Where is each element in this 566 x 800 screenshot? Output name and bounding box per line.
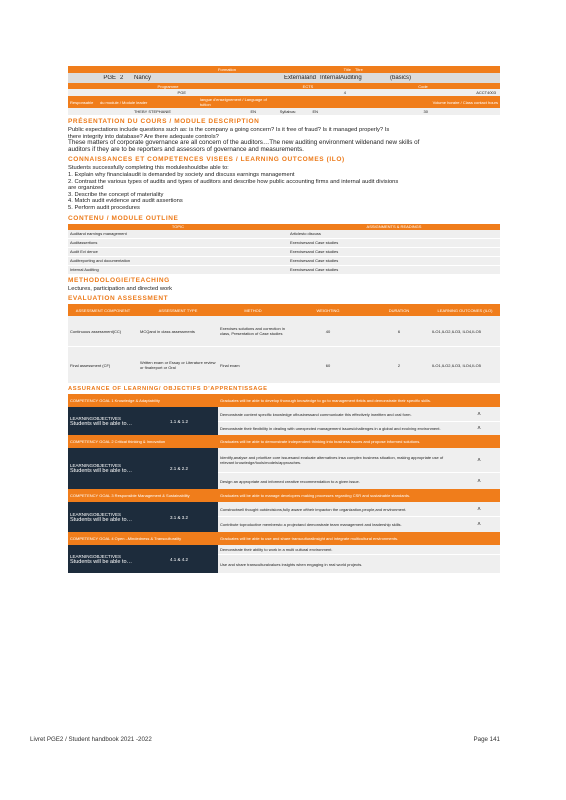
outline-heading: CONTENU / MODULE OUTLINE (68, 214, 179, 222)
evaluation-heading: EVALUATION ASSESSMENT (68, 295, 169, 303)
eval-outcomes: ILO1,ILO2,ILO3, ILO4,ILO5 (432, 362, 481, 368)
outcome-line: 4. Match audit evidence and audit assertions (68, 198, 183, 205)
language-value-2: EN (312, 109, 318, 114)
hours-value: 30 (423, 109, 428, 114)
objective-check: X (477, 506, 481, 512)
eval-weighting: 40 (325, 328, 331, 334)
presentation-line: auditors if they are to be reporters and assessors of governance and measurements. (68, 145, 304, 153)
objective-numbers: 4.1 & 4.2 (170, 556, 189, 562)
outline-assignment: Exercisesand Case studies (290, 258, 339, 264)
eval-method: Final exam (220, 362, 240, 368)
header-row-6 (68, 108, 500, 115)
assignments-column-header: ASSIGNMENTS & READINGS (366, 224, 422, 230)
eval-weighting: 60 (325, 362, 331, 368)
outline-assignment: Exercisesand Case studies (290, 249, 339, 255)
objective-text: Demonstrate their ability to work in a multi cultural environment. (220, 547, 333, 553)
outline-topic: Auditreporting and documentation (70, 258, 131, 264)
eval-method: Exercises solutions and correction in class, Presentation of Case studies (220, 326, 285, 337)
table-row (68, 248, 500, 257)
goal-description: Graduates will be able to manage developers making processes regarding CSR and sustainable standards. (220, 493, 411, 499)
methodology-heading: METHODOLOGIE/TEACHING (68, 276, 170, 284)
goal-description: Graduates will be able to demonstrate independent thinking into business issues and propose informed solutions. (220, 439, 421, 445)
topic-column-header: TOPIC (171, 224, 185, 230)
objective-text: Use and share transculturalvalues insights when engaging in real world projects. (220, 561, 363, 567)
outline-topic: Auditassertions (70, 240, 98, 246)
presentation-line: These matters of corporate governance are all concern of the auditors…The new auditing environment wildenand new skills of (68, 139, 420, 147)
outcome-line: are organized (68, 185, 104, 192)
objective-check: X (477, 411, 481, 417)
objectives-label: LEARNINGOBJECTIVES (70, 463, 122, 469)
syllabus-label: Syllabus: (279, 109, 296, 114)
outcomes-text (68, 165, 500, 211)
table-row (68, 266, 500, 274)
formation-label: Formation (217, 67, 236, 72)
eval-component: Final assessment (CF) (70, 362, 111, 368)
component-column-header: ASSESSMENT COMPONENT (75, 307, 131, 313)
objective-numbers: 3.1 & 3.2 (170, 514, 189, 520)
objectives-cell (68, 448, 218, 489)
objectives-label: LEARNINGOBJECTIVES (70, 511, 122, 517)
outcome-line: 5. Perform audit procedures (68, 204, 140, 211)
footer-page-number: Page 141 (473, 736, 500, 743)
goal-title: COMPETENCY GOAL 4 Open –Mindedness & Transculturality (70, 536, 182, 542)
duration-column-header: DURATION (388, 307, 410, 313)
table-row (68, 347, 500, 383)
goal-row (68, 532, 500, 545)
outline-assignment: Articlesto discuss (290, 231, 321, 237)
presentation-line: Public expectations include questions such as: is the company a going concern? Is it free of fraud? Is it managed properly? Is (68, 127, 390, 133)
programme-label: Programme (157, 83, 179, 89)
list-item (218, 448, 500, 473)
list-item (218, 517, 500, 532)
assurance-goal-4 (68, 532, 500, 573)
outcomes-heading: CONNAISSANCES ET COMPETENCES VISEES / LEARNING OUTCOMES (ILO) (68, 156, 345, 164)
presentation-text (68, 127, 500, 153)
outcome-line: 3. Describe the concept of materiality (68, 191, 164, 198)
outline-topic: Audit Evi dence (70, 249, 98, 255)
outline-assignment: Exercisesand Case studies (290, 240, 339, 246)
course-title-a: Externaland (283, 74, 316, 81)
eval-duration: 6 (397, 328, 401, 334)
programme-value: PGE (177, 90, 186, 95)
objectives-row (68, 502, 500, 532)
goal-title: COMPETENCY GOAL 3 Responsible Management & Sustainability (70, 493, 190, 499)
goal-row (68, 435, 500, 448)
type-column-header: ASSESSMENT TYPE (158, 307, 198, 313)
list-item (218, 555, 500, 573)
presentation-line: there integrity into database? Are there adequate controls? (68, 133, 219, 140)
outline-rows (68, 230, 500, 274)
objectives-cell (68, 545, 218, 573)
volume-label: Volume horaire / Class contact hours (432, 99, 498, 105)
objectives-subtitle: Students will be able to… (70, 420, 133, 427)
objective-text: Design an appropriate and informed creative recommendation to a given issue. (220, 478, 360, 484)
header-row-1 (68, 66, 500, 73)
header-row-3 (68, 83, 500, 89)
program-name: PGE (103, 74, 116, 81)
responsable-label: Responsable (70, 99, 94, 105)
objective-text: Contribute toproductive membersto a projectand demonstrate team management and leadership skills. (220, 522, 402, 528)
campus-name: Nancy (134, 74, 152, 81)
language-label: langue d'enseignement / Language of tuition (200, 97, 267, 107)
outcome-line: 1. Explain why financialaudit is demanded by society and discuss earnings management (68, 171, 295, 178)
ects-value: 4 (343, 90, 346, 95)
objective-items (218, 502, 500, 532)
goal-description: Graduates will be able to use and share transculturalinsight and integrate multicultural environments. (220, 536, 399, 542)
objective-numbers: 1.1 & 1.2 (170, 418, 189, 424)
goal-row (68, 394, 500, 407)
eval-duration: 2 (397, 362, 401, 368)
header-row-5 (68, 96, 500, 108)
objectives-subtitle: Students will be able to… (70, 558, 133, 565)
table-row (68, 257, 500, 266)
table-row (68, 230, 500, 239)
footer-handbook-label: Livret PGE2 / Student handbook 2021 -2022 (30, 736, 152, 743)
outline-assignment: Exercisesand Case studies (290, 267, 339, 273)
table-row (68, 316, 500, 347)
syllabus-page (68, 66, 500, 573)
eval-component: Continuous assessment(CC) (70, 328, 122, 334)
objectives-subtitle: Students will be able to… (70, 468, 133, 475)
titre-label: Titre (355, 67, 363, 72)
list-item (218, 545, 500, 555)
list-item (218, 407, 500, 422)
outline-topic: Auditand earnings management (70, 231, 127, 237)
objectives-row (68, 448, 500, 489)
title-label: Title (343, 67, 351, 72)
table-row (68, 239, 500, 248)
leader-name: THEBY STEPHANIE (133, 109, 171, 114)
method-column-header: METHOD (244, 307, 262, 313)
assurance-goal-2 (68, 435, 500, 489)
list-item (218, 502, 500, 517)
eval-outcomes: ILO1,ILO2,ILO3, ILO4,ILO5 (432, 328, 481, 334)
weighting-column-header: WEIGHTING (316, 307, 340, 313)
objective-text: Identify,analyse and prioritize core issuesand evaluate alternatives insa complex business situation, making appropriate use of relevant knowledge/tools/models/approaches. (220, 455, 444, 466)
evaluation-header-row (68, 304, 500, 316)
assurance-goal-3 (68, 489, 500, 532)
objectives-label: LEARNINGOBJECTIVES (70, 415, 122, 421)
program-year: 2 (120, 74, 124, 81)
objectives-label: LEARNINGOBJECTIVES (70, 553, 122, 559)
language-value-1: EN (250, 109, 256, 114)
module-leader-label: du module / Module leader (100, 99, 148, 105)
outline-header-row (68, 224, 500, 230)
ects-label: ECTS (302, 83, 314, 89)
objective-text: Demonstrate content specific knowledge ofbusinessand communicate this effectively inwritten and oral form. (220, 411, 412, 417)
list-item (218, 422, 500, 435)
ilo-column-header: LEARNING OUTCOMES (ILO) (437, 307, 493, 313)
objectives-subtitle: Students will be able to… (70, 516, 133, 523)
code-value: ACCT4003 (476, 90, 496, 95)
header-row-4 (68, 89, 500, 96)
outline-topic: Internal Auditing (70, 267, 99, 273)
eval-type: Written exam or Essay or Literature review or finalreport or Oral (140, 360, 216, 371)
eval-type: MCQand in class assessments (140, 328, 195, 334)
goal-description: Graduates will be able to develop thorough knowledge to go to management fields and demonstrate their specific skills. (220, 398, 432, 404)
objective-check: X (477, 426, 481, 432)
code-label: Code (418, 83, 428, 89)
objective-check: X (477, 478, 481, 484)
objective-check: X (477, 457, 481, 463)
presentation-heading: PRÉSENTATION DU COURS / MODULE DESCRIPTION (68, 118, 260, 125)
outcome-line: Students successfully completing this moduleshouldbe able to: (68, 165, 229, 172)
page-footer (30, 736, 500, 743)
list-item (218, 473, 500, 489)
goal-title: COMPETENCY GOAL 1 Knowledge & Adaptability (70, 398, 160, 404)
outcome-line: 2. Contrast the various types of audits and types of auditors and describe how public accounting firms and internal audit divisions (68, 178, 399, 185)
goal-title: COMPETENCY GOAL 2 Critical thinking & Innovation (70, 439, 166, 445)
header-row-2 (68, 73, 500, 83)
goal-row (68, 489, 500, 502)
objective-numbers: 2.1 & 2.2 (170, 466, 189, 472)
objective-text: Constructwell thought outdecisions,fully aware oftheir impacton the organization,people,and environment. (220, 506, 407, 512)
objective-check: X (477, 522, 481, 528)
assurance-heading: ASSURANCE OF LEARNING/ OBJECTIFS D'APPRENTISSAGE (68, 386, 268, 393)
objectives-cell (68, 407, 218, 435)
assurance-goal-1 (68, 394, 500, 435)
course-title-c: (basics) (390, 74, 412, 81)
objective-items (218, 407, 500, 435)
methodology-text: Lectures, participation and directed work (68, 285, 173, 292)
objective-items (218, 448, 500, 489)
objectives-cell (68, 502, 218, 532)
objective-items (218, 545, 500, 573)
objective-text: Demonstrate their flexibility in dealing with unexpected management issues/challenges in a global and evolving environment. (220, 426, 441, 432)
objectives-row (68, 545, 500, 573)
objectives-row (68, 407, 500, 435)
course-title-b: InternalAuditing (320, 74, 362, 81)
